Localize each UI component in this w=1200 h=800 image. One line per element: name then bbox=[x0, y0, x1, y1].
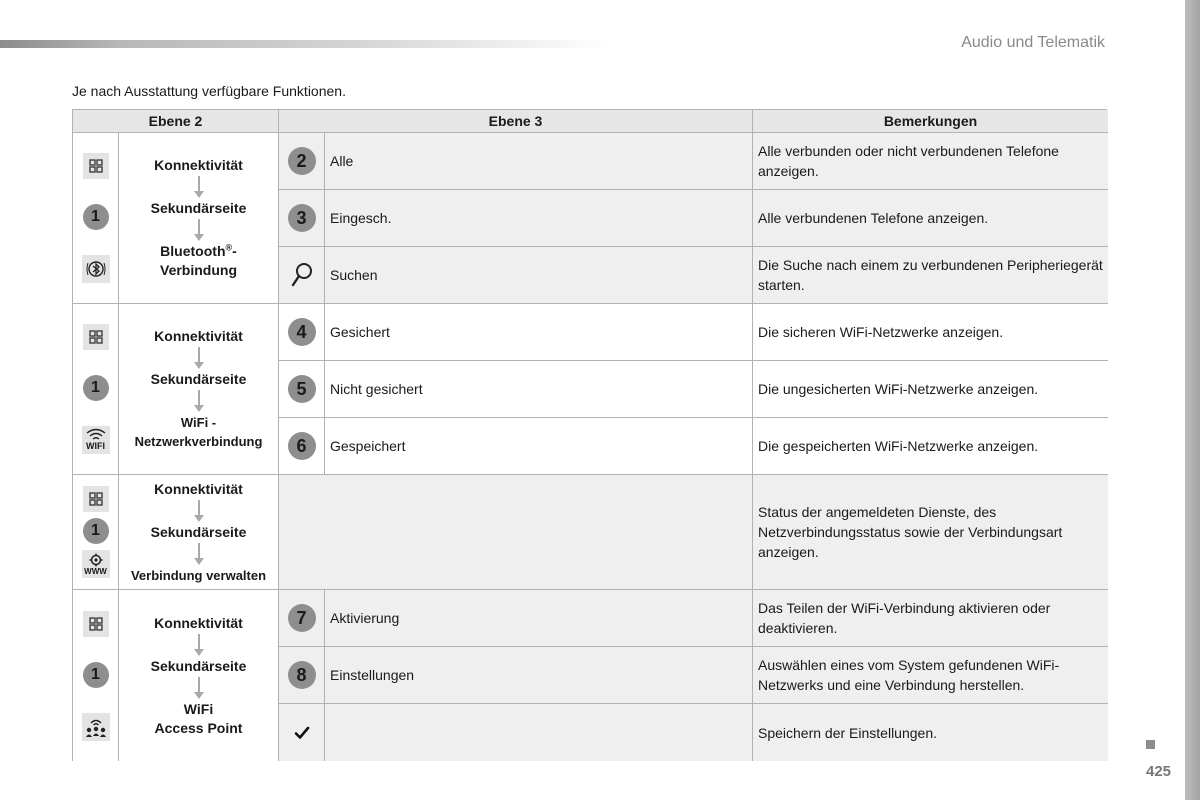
menu-grid-icon bbox=[83, 611, 109, 637]
level2-sekundaerseite: Sekundärseite bbox=[150, 200, 247, 216]
level3-label: Einstellungen bbox=[325, 647, 753, 704]
marker-cell bbox=[279, 361, 325, 418]
marker-cell bbox=[279, 418, 325, 475]
marker-cell bbox=[279, 647, 325, 704]
remark: Die ungesicherten WiFi-Netzwerke anzeigen. bbox=[753, 361, 1108, 418]
down-arrow-icon bbox=[194, 176, 204, 198]
marker-cell bbox=[279, 590, 325, 647]
remark: Alle verbundenen Telefone anzeigen. bbox=[753, 190, 1108, 247]
step-badge-2: 2 bbox=[288, 147, 316, 175]
search-icon bbox=[290, 262, 314, 288]
empty-level3 bbox=[279, 475, 753, 590]
www-label: WWW bbox=[84, 566, 107, 576]
wifi-icon-label: WIFI bbox=[86, 441, 105, 452]
top-decorative-bar bbox=[0, 40, 610, 48]
marker-cell bbox=[279, 247, 325, 304]
level3-label bbox=[325, 704, 753, 761]
page-edge-strip bbox=[1185, 0, 1200, 800]
page-marker-square bbox=[1146, 740, 1155, 749]
level2-sekundaerseite: Sekundärseite bbox=[150, 523, 247, 540]
access-point-icon bbox=[82, 713, 110, 741]
wifi-icon bbox=[82, 426, 110, 454]
remark: Auswählen eines vom System gefundenen WiFi-Netzwerks und eine Verbindung herstellen. bbox=[753, 647, 1108, 704]
menu-grid-icon bbox=[83, 153, 109, 179]
level3-label: Eingesch. bbox=[325, 190, 753, 247]
level2-verbindung: Verbindung bbox=[160, 262, 237, 278]
remark: Die gespeicherten WiFi-Netzwerke anzeigen. bbox=[753, 418, 1108, 475]
marker-cell bbox=[279, 704, 325, 761]
level3-label: Gespeichert bbox=[325, 418, 753, 475]
group-bluetooth-level2 bbox=[119, 133, 279, 304]
level2-sekundaerseite: Sekundärseite bbox=[150, 657, 247, 674]
step-badge-1: 1 bbox=[83, 204, 109, 230]
level2-bluetooth-title: Bluetooth®- bbox=[160, 242, 237, 259]
step-badge-6: 6 bbox=[288, 432, 316, 460]
level2-verbindung-verwalten: Verbindung verwalten bbox=[130, 567, 267, 583]
group-wifi-level2 bbox=[119, 304, 279, 475]
level2-sekundaerseite: Sekundärseite bbox=[150, 371, 247, 387]
group-accesspoint-icons bbox=[73, 590, 119, 761]
marker-cell bbox=[279, 190, 325, 247]
level3-label: Alle bbox=[325, 133, 753, 190]
down-arrow-icon bbox=[194, 219, 204, 241]
marker-cell bbox=[279, 133, 325, 190]
level2-access-point: Access Point bbox=[154, 719, 243, 736]
intro-text: Je nach Ausstattung verfügbare Funktionen. bbox=[72, 83, 346, 99]
down-arrow-icon bbox=[194, 500, 204, 522]
level3-label: Nicht gesichert bbox=[325, 361, 753, 418]
page-number: 425 bbox=[1146, 763, 1172, 780]
remark: Die sicheren WiFi-Netzwerke anzeigen. bbox=[753, 304, 1108, 361]
remark: Das Teilen der WiFi-Verbindung aktivieren oder deaktivieren. bbox=[753, 590, 1108, 647]
header-ebene-2: Ebene 2 bbox=[73, 110, 279, 133]
step-badge-1: 1 bbox=[83, 518, 109, 544]
step-badge-4: 4 bbox=[288, 318, 316, 346]
group-manage-level2 bbox=[119, 475, 279, 590]
group-manage-icons bbox=[73, 475, 119, 590]
group-wifi-icons bbox=[73, 304, 119, 475]
step-badge-3: 3 bbox=[288, 204, 316, 232]
down-arrow-icon bbox=[194, 543, 204, 565]
remark: Alle verbunden oder nicht verbundenen Telefone anzeigen. bbox=[753, 133, 1108, 190]
section-title: Audio und Telematik bbox=[961, 34, 1105, 51]
remark: Status der angemeldeten Dienste, des Netzverbindungsstatus sowie der Verbindungsart anzeigen. bbox=[753, 475, 1108, 590]
settings-www-icon bbox=[82, 550, 110, 578]
step-badge-1: 1 bbox=[83, 662, 109, 688]
level3-label: Suchen bbox=[325, 247, 753, 304]
remark: Speichern der Einstellungen. bbox=[753, 704, 1108, 761]
remark: Die Suche nach einem zu verbundenen Peripheriegerät starten. bbox=[753, 247, 1108, 304]
down-arrow-icon bbox=[194, 347, 204, 369]
level2-netzwerkverbindung: Netzwerkverbindung bbox=[134, 434, 263, 449]
level2-konnektivitaet: Konnektivität bbox=[154, 328, 243, 344]
header-bemerkungen: Bemerkungen bbox=[753, 110, 1108, 133]
step-badge-1: 1 bbox=[83, 375, 109, 401]
level3-label: Gesichert bbox=[325, 304, 753, 361]
functions-table bbox=[72, 109, 1107, 761]
level2-konnektivitaet: Konnektivität bbox=[154, 157, 243, 173]
checkmark-icon bbox=[294, 726, 310, 740]
down-arrow-icon bbox=[194, 390, 204, 412]
marker-cell bbox=[279, 304, 325, 361]
bluetooth-icon bbox=[82, 255, 110, 283]
group-bluetooth-icons bbox=[73, 133, 119, 304]
step-badge-8: 8 bbox=[288, 661, 316, 689]
down-arrow-icon bbox=[194, 634, 204, 656]
level3-label: Aktivierung bbox=[325, 590, 753, 647]
header-ebene-3: Ebene 3 bbox=[279, 110, 753, 133]
down-arrow-icon bbox=[194, 677, 204, 699]
group-accesspoint-level2 bbox=[119, 590, 279, 761]
menu-grid-icon bbox=[83, 324, 109, 350]
level2-wifi-title: WiFi - bbox=[180, 415, 217, 430]
step-badge-7: 7 bbox=[288, 604, 316, 632]
menu-grid-icon bbox=[83, 486, 109, 512]
level2-konnektivitaet: Konnektivität bbox=[154, 480, 243, 497]
step-badge-5: 5 bbox=[288, 375, 316, 403]
level2-wifi: WiFi bbox=[183, 700, 214, 717]
level2-konnektivitaet: Konnektivität bbox=[154, 614, 243, 631]
